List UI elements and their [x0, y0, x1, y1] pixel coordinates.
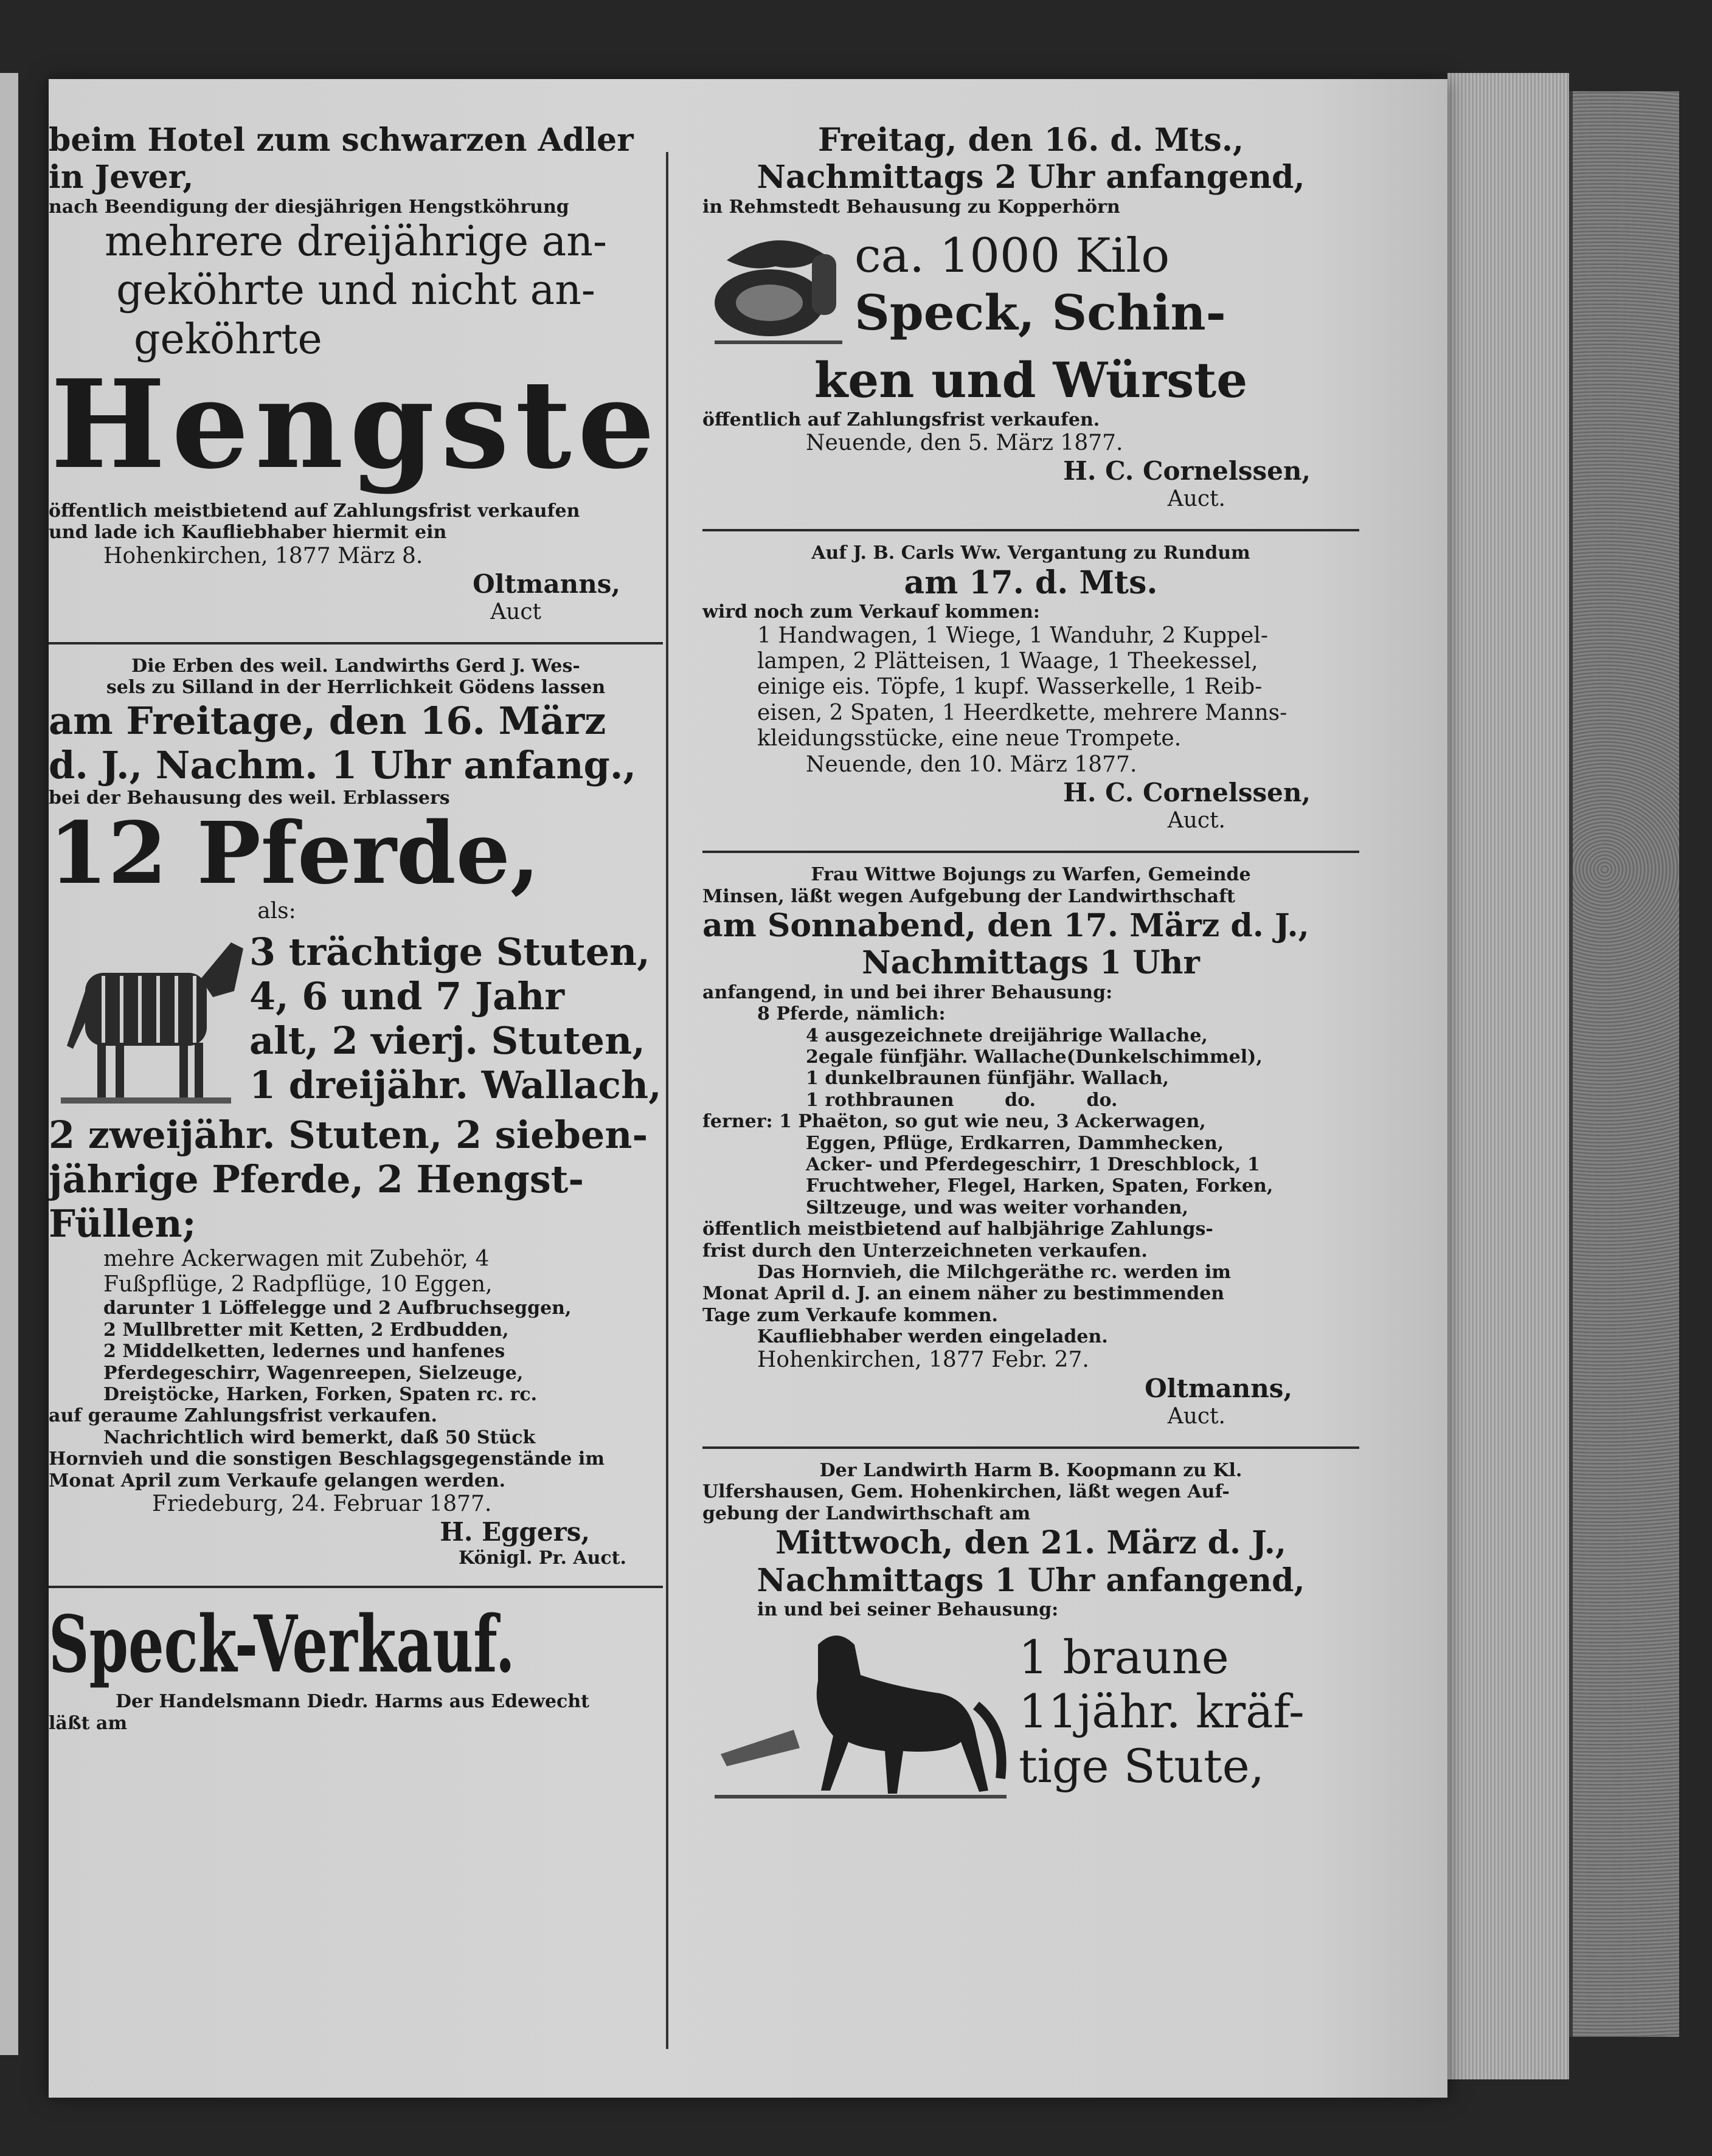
horse-item: alt, 2 vierj. Stuten, — [249, 1018, 645, 1063]
goods-line: ken und Würste — [814, 351, 1248, 409]
goods-headline — [854, 228, 1226, 341]
further-item: Siltzeuge, und was weiter vorhanden, — [806, 1197, 1188, 1218]
ad-note: Monat April zum Verkaufe gelangen werden. — [49, 1470, 506, 1491]
signer-title: Auct — [490, 599, 541, 624]
speck-verkauf-advertisement — [49, 1599, 663, 1745]
goods-section — [702, 218, 1359, 351]
signer: H. C. Cornelssen, — [1063, 456, 1311, 486]
horse-item: 1 dunkelbraunen fünfjähr. Wallach, — [806, 1068, 1170, 1090]
ad-terms: auf geraume Zahlungsfrist verkaufen. — [49, 1405, 437, 1427]
ad-separator — [702, 1446, 1359, 1449]
horse-illustration — [702, 1620, 1019, 1803]
equipment-line: mehre Ackerwagen mit Zubehör, 4 — [103, 1246, 490, 1271]
sale-item: eisen, 2 Spaten, 1 Heerdkette, mehrere Manns- — [757, 700, 1287, 725]
ad-headline-text: Speck-Verkauf. — [49, 1599, 515, 1691]
ad-headline — [49, 1599, 663, 1691]
horse-item: 2egale fünfjähr. Wallache(Dunkelschimmel), — [806, 1046, 1263, 1068]
speck-continuation — [702, 122, 1359, 523]
further-item: ferner: 1 Phaëton, so gut wie neu, 3 Ackerwagen, — [702, 1111, 1206, 1133]
ad-terms: frist durch den Unterzeichneten verkaufen. — [702, 1240, 1148, 1262]
koopmann-advertisement — [702, 1460, 1359, 1814]
ad-intro: Minsen, läßt wegen Aufgebung der Landwirthschaft — [702, 885, 1235, 907]
auction-date: Mittwoch, den 21. März d. J., — [775, 1524, 1287, 1562]
equipment-line: 2 Mullbretter mit Ketten, 2 Erdbudden, — [103, 1319, 509, 1341]
horse-item: 1 dreijähr. Wallach, — [249, 1063, 662, 1108]
auction-date: am Freitage, den 16. März — [49, 698, 606, 743]
auction-date: am 17. d. Mts. — [904, 564, 1158, 601]
equipment-line: 2 Middelketten, ledernes und hanfenes — [103, 1341, 505, 1363]
ad-label: als: — [257, 898, 296, 924]
sale-item: kleidungsstücke, eine neue Trompete. — [757, 726, 1182, 751]
right-column — [702, 122, 1359, 1814]
further-item: Eggen, Pflüge, Erdkarren, Dammhecken, — [806, 1132, 1224, 1154]
auction-location: in Rehmstedt Behausung zu Kopperhörn — [702, 196, 1120, 218]
place-date: Neuende, den 5. März 1877. — [806, 430, 1123, 455]
sale-item: lampen, 2 Plätteisen, 1 Waage, 1 Theekessel, — [757, 648, 1258, 674]
horse-section — [49, 924, 663, 1113]
previous-page-edge — [0, 73, 18, 2055]
ad-intro: Ulfershausen, Gem. Hohenkirchen, läßt wegen Auf- — [702, 1481, 1230, 1503]
rundum-advertisement — [702, 542, 1359, 845]
ad-body: öffentlich meistbietend auf Zahlungsfrist verkaufen — [49, 500, 580, 522]
signer-title: Auct. — [1167, 807, 1225, 833]
horses-lead: 8 Pferde, nämlich: — [757, 1003, 946, 1025]
ad-intro: sels zu Silland in der Herrlichkeit Gödens lassen — [106, 677, 606, 699]
pferde-advertisement — [49, 655, 663, 1580]
ad-note: Tage zum Verkaufe kommen. — [702, 1304, 998, 1326]
column-divider — [666, 152, 668, 2049]
newspaper-page — [49, 79, 1447, 2098]
auction-location: bei der Behausung des weil. Erblassers — [49, 787, 450, 809]
place-date: Hohenkirchen, 1877 März 8. — [103, 543, 423, 568]
further-item: Fruchtweher, Flegel, Harken, Spaten, Forken, — [806, 1175, 1274, 1197]
ad-headline: 12 Pferde, — [49, 803, 540, 904]
horse-item: Füllen; — [49, 1201, 196, 1246]
sale-item: 1 Handwagen, 1 Wiege, 1 Wanduhr, 2 Kuppel- — [757, 623, 1269, 648]
mare-headline — [1019, 1630, 1305, 1794]
book-page-edges — [1447, 73, 1569, 2079]
ad-headline: Hengste — [50, 353, 661, 496]
ad-intro: gebung der Landwirthschaft am — [702, 1502, 1031, 1524]
mare-line: tige Stute, — [1019, 1739, 1264, 1794]
mare-line: 1 braune — [1019, 1629, 1229, 1684]
signer-title: Königl. Pr. Auct. — [458, 1547, 626, 1569]
ad-terms: öffentlich auf Zahlungsfrist verkaufen. — [702, 409, 1100, 430]
ad-note: Nachrichtlich wird bemerkt, daß 50 Stück — [103, 1426, 536, 1448]
horse-item: 4, 6 und 7 Jahr — [249, 973, 565, 1018]
ad-intro: Frau Wittwe Bojungs zu Warfen, Gemeinde — [811, 864, 1251, 886]
mare-section — [702, 1620, 1359, 1803]
signer: H. C. Cornelssen, — [1063, 778, 1311, 808]
horse-list — [249, 930, 662, 1108]
equipment-line: Fußpflüge, 2 Radpflüge, 10 Eggen, — [103, 1271, 493, 1297]
auction-date: Nachmittags 2 Uhr anfangend, — [757, 159, 1305, 196]
signer: H. Eggers, — [440, 1517, 590, 1547]
ad-note: Hornvieh und die sonstigen Beschlagsgegenstände im — [49, 1448, 605, 1470]
left-column — [49, 122, 663, 1745]
hengste-advertisement — [49, 122, 663, 636]
horse-item: 4 ausgezeichnete dreijährige Wallache, — [806, 1024, 1208, 1046]
horse-item: 2 zweijähr. Stuten, 2 sieben- — [49, 1113, 648, 1158]
ad-terms: öffentlich meistbietend auf halbjährige Zahlungs- — [702, 1218, 1213, 1240]
auction-date: d. J., Nachm. 1 Uhr anfang., — [49, 743, 637, 788]
ad-note: Das Hornvieh, die Milchgeräthe rc. werden im — [757, 1261, 1232, 1283]
ad-intro: Der Landwirth Harm B. Koopmann zu Kl. — [819, 1459, 1242, 1481]
place-date: Neuende, den 10. März 1877. — [806, 751, 1137, 777]
ad-intro: Auf J. B. Carls Ww. Vergantung zu Rundum — [811, 542, 1250, 564]
blanketed-horse-illustration — [49, 924, 249, 1113]
signer: Oltmanns, — [473, 569, 620, 599]
goods-line: Speck, Schin- — [854, 283, 1226, 341]
ad-separator — [49, 642, 663, 644]
ad-subheading: geköhrte — [134, 315, 322, 364]
ad-line: nach Beendigung der diesjährigen Hengstköhrung — [49, 196, 569, 218]
auction-location: anfangend, in und bei ihrer Behausung: — [702, 981, 1113, 1003]
signer-title: Auct. — [1167, 486, 1225, 511]
ad-line: Der Handelsmann Diedr. Harms aus Edewecht — [116, 1691, 589, 1713]
further-item: Acker- und Pferdegeschirr, 1 Dreschblock, 1 — [806, 1153, 1260, 1175]
place-date: Hohenkirchen, 1877 Febr. 27. — [757, 1347, 1089, 1373]
auction-date: Nachmittags 1 Uhr anfangend, — [757, 1561, 1305, 1599]
bojungs-advertisement — [702, 864, 1359, 1440]
place-date: Friedeburg, 24. Februar 1877. — [152, 1491, 492, 1516]
ad-note: Monat April d. J. an einem näher zu bestimmenden — [702, 1283, 1225, 1305]
ham-sausage-illustration — [702, 218, 854, 351]
horse-item: 1 rothbraunen do. do. — [806, 1089, 1118, 1111]
ad-separator — [49, 1586, 663, 1588]
auction-date: Freitag, den 16. d. Mts., — [817, 122, 1244, 159]
ad-intro: Die Erben des weil. Landwirths Gerd J. Wes- — [131, 655, 580, 677]
horse-item: 3 trächtige Stuten, — [249, 929, 650, 974]
auction-location: in und bei seiner Behausung: — [757, 1598, 1059, 1620]
equipment-line: darunter 1 Löffelegge und 2 Aufbruchseggen, — [103, 1297, 572, 1319]
ad-line: läßt am — [49, 1712, 128, 1734]
ad-separator — [702, 851, 1359, 853]
ad-line: in Jever, — [49, 159, 194, 196]
horse-item: jährige Pferde, 2 Hengst- — [49, 1157, 584, 1202]
signer: Oltmanns, — [1145, 1373, 1292, 1403]
ad-invite: Kaufliebhaber werden eingeladen. — [757, 1326, 1108, 1348]
book-cover-marbled — [1569, 91, 1679, 2037]
mare-line: 11jähr. kräf- — [1019, 1684, 1305, 1739]
ad-line: beim Hotel zum schwarzen Adler — [49, 122, 634, 159]
goods-line: ca. 1000 Kilo — [854, 228, 1170, 283]
ad-separator — [702, 529, 1359, 531]
signer-title: Auct. — [1167, 1403, 1225, 1429]
ad-lead: wird noch zum Verkauf kommen: — [702, 601, 1040, 623]
sale-item: einige eis. Töpfe, 1 kupf. Wasserkelle, 1 Reib- — [757, 674, 1263, 700]
equipment-line: Dreiştöcke, Harken, Forken, Spaten rc. rc. — [103, 1384, 538, 1405]
equipment-line: Pferdegeschirr, Wagenreepen, Sielzeuge, — [103, 1362, 524, 1384]
auction-date: am Sonnabend, den 17. März d. J., — [702, 907, 1309, 945]
ad-body: und lade ich Kaufliebhaber hiermit ein — [49, 522, 447, 544]
ad-subheading: geköhrte und nicht an- — [116, 266, 595, 315]
auction-date: Nachmittags 1 Uhr — [862, 944, 1200, 982]
ad-subheading: mehrere dreijährige an- — [104, 218, 608, 266]
